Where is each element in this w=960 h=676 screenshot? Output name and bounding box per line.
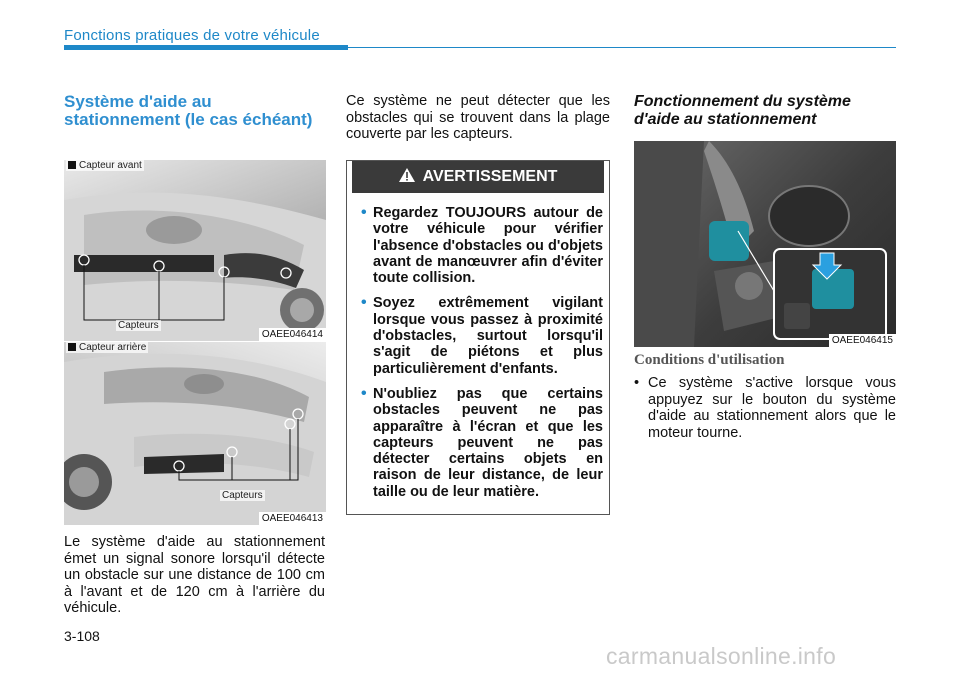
- front-sensors-label: Capteurs: [118, 320, 159, 331]
- detection-distance-paragraph: Le système d'aide au stationnement émet un signal sonore lorsqu'il détecte un obstacle sur une distance de 100 cm à l'avant et de 120 cm à l'arrière du véhicule.: [64, 534, 325, 616]
- console-illustration: [634, 141, 896, 347]
- conditions-item: • Ce système s'active lorsque vous appuyez sur le bouton du système d'aide au stationnement alors que le moteur tourne.: [634, 375, 896, 441]
- header-rule: [348, 47, 896, 48]
- operation-title: Fonctionnement du système d'aide au stationnement: [634, 93, 851, 128]
- front-figure-code: OAEE046414: [259, 328, 326, 341]
- warning-header: [352, 161, 604, 193]
- section-title: Système d'aide au stationnement (le cas échéant): [64, 92, 313, 129]
- warning-item: • Soyez extrêmement vigilant lorsque vous passez à proximité d'obstacles, surtout lorsqu'il s'agit de piétons et plus particulièrement d'enfants.: [361, 295, 603, 376]
- warning-list: [361, 205, 603, 509]
- front-figure-caption: Capteur avant: [66, 160, 144, 171]
- warning-box: [346, 160, 610, 515]
- warning-item: • N'oubliez pas que certains obstacles peuvent ne pas apparaître à l'écran et que les capteurs peuvent ne pas détecter certains objets en raison de leur distance, de leur taille ou de leur matière.: [361, 386, 603, 500]
- front-sensor-figure: [64, 160, 326, 341]
- warning-triangle-icon: [399, 168, 415, 187]
- rear-figure-caption: Capteur arrière: [66, 342, 148, 353]
- warning-item: • Regardez TOUJOURS autour de votre véhicule pour vérifier l'absence d'obstacles ou d'objets avant de manœuvrer afin d'éviter toute collision.: [361, 205, 603, 286]
- page-number: 3-108: [64, 628, 100, 644]
- header-accent-bar: [64, 45, 348, 50]
- rear-car-illustration: [64, 342, 326, 525]
- parking-button-figure: [634, 141, 896, 347]
- parking-figure-code: OAEE046415: [829, 334, 896, 347]
- rear-sensors-label: Capteurs: [222, 490, 263, 501]
- chapter-title: Fonctions pratiques de votre véhicule: [64, 27, 320, 44]
- warning-title: AVERTISSEMENT: [422, 168, 558, 185]
- front-car-illustration: [64, 160, 326, 341]
- conditions-title: Conditions d'utilisation: [634, 352, 785, 368]
- watermark: carmanualsonline.info: [606, 643, 837, 669]
- detection-range-paragraph: Ce système ne peut détecter que les obstacles qui se trouvent dans la plage couverte par les capteurs.: [346, 93, 610, 142]
- rear-figure-code: OAEE046413: [259, 512, 326, 525]
- rear-sensor-figure: [64, 342, 326, 525]
- conditions-list: [634, 375, 896, 441]
